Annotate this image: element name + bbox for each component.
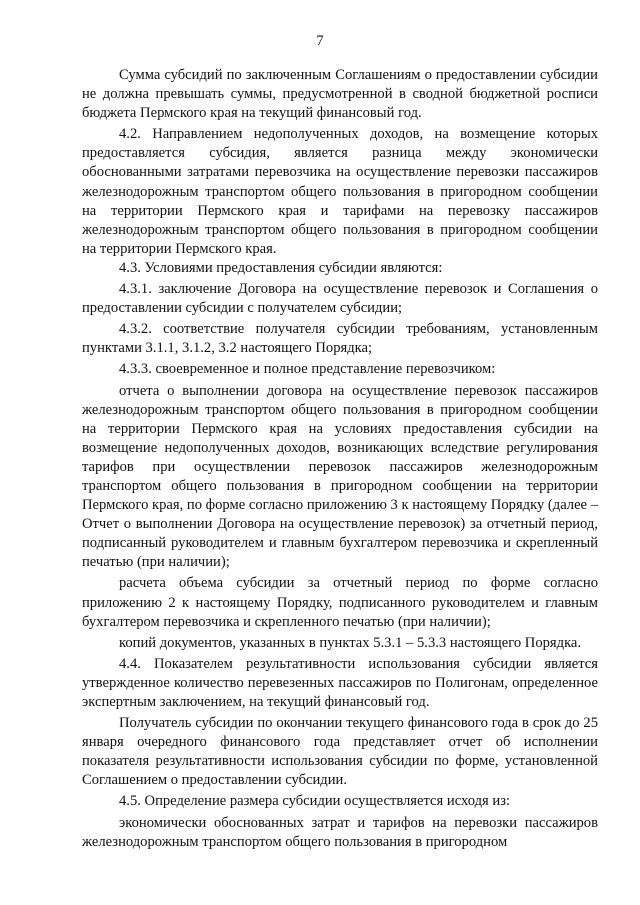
paragraph-4-3-3: 4.3.3. своевременное и полное представление перевозчиком: bbox=[119, 361, 496, 378]
paragraph-recipient-report: Получатель субсидии по окончании текущего финансового года в срок до 25 января очередного финансового года представляет отчет об исполнении показателя результативности использования субсидии по форме, установленной Соглашением о предоставлении субсидии. bbox=[82, 715, 598, 789]
page-number: 7 bbox=[316, 33, 324, 49]
paragraph-report: отчета о выполнении договора на осуществление перевозок пассажиров железнодорожным транспортом общего пользования в пригородном сообщении на территории Пермского края на условиях предоставления субсидии на возмещение недополученных доходов, возникающих вследствие регулирования тарифов при осуществлении перевозок пассажиров железнодорожным транспортом общего пользования в пригородном сообщении на территории Пермского края, по форме согласно приложению 3 к настоящему Порядку (далее – Отчет о выполнении Договора на осуществление перевозок) за отчетный период, подписанный руководителем и главным бухгалтером перевозчика и скрепленный печатью (при наличии); bbox=[82, 382, 598, 571]
paragraph-4-4: 4.4. Показателем результативности использования субсидии является утвержденное количество перевезенных пассажиров по Полигонам, определенное экспертным заключением, на текущий финансовый год. bbox=[82, 655, 598, 710]
paragraph-costs-tariffs: экономически обоснованных затрат и тарифов на перевозки пассажиров железнодорожным транспортом общего пользования в пригородном bbox=[82, 814, 598, 850]
paragraph-4-3-1: 4.3.1. заключение Договора на осуществление перевозок и Соглашения о предоставлении субсидии с получателем субсидии; bbox=[82, 281, 598, 317]
paragraph-subsidy-limit: Сумма субсидий по заключенным Соглашениям о предоставлении субсидии не должна превышать суммы, предусмотренной в сводной бюджетной росписи бюджета Пермского края на текущий финансовый год. bbox=[82, 67, 598, 122]
paragraph-4-2: 4.2. Направлением недополученных доходов, на возмещение которых предоставляется субсидия, является разница между экономически обоснованными затратами перевозчика на осуществление перевозки пассажиров железнодорожным транспортом общего пользования в пригородном сообщении на территории Пермского края и тарифами на перевозку пассажиров железнодорожным транспортом общего пользования в пригородном сообщении на территории Пермского края. bbox=[82, 126, 598, 257]
paragraph-4-3-2: 4.3.2. соответствие получателя субсидии требованиям, установленным пунктами 3.1.1, 3.1.2, 3.2 настоящего Порядка; bbox=[82, 321, 598, 357]
document-body bbox=[82, 66, 598, 852]
paragraph-copies: копий документов, указанных в пунктах 5.3.1 – 5.3.3 настоящего Порядка. bbox=[119, 634, 582, 651]
paragraph-4-5: 4.5. Определение размера субсидии осуществляется исходя из: bbox=[119, 793, 511, 810]
paragraph-calculation: расчета объема субсидии за отчетный период по форме согласно приложению 2 к настоящему Порядку, подписанного руководителем и главным бухгалтером перевозчика и скрепленного печатью (при наличии); bbox=[82, 575, 598, 630]
paragraph-4-3: 4.3. Условиями предоставления субсидии являются: bbox=[119, 259, 443, 276]
